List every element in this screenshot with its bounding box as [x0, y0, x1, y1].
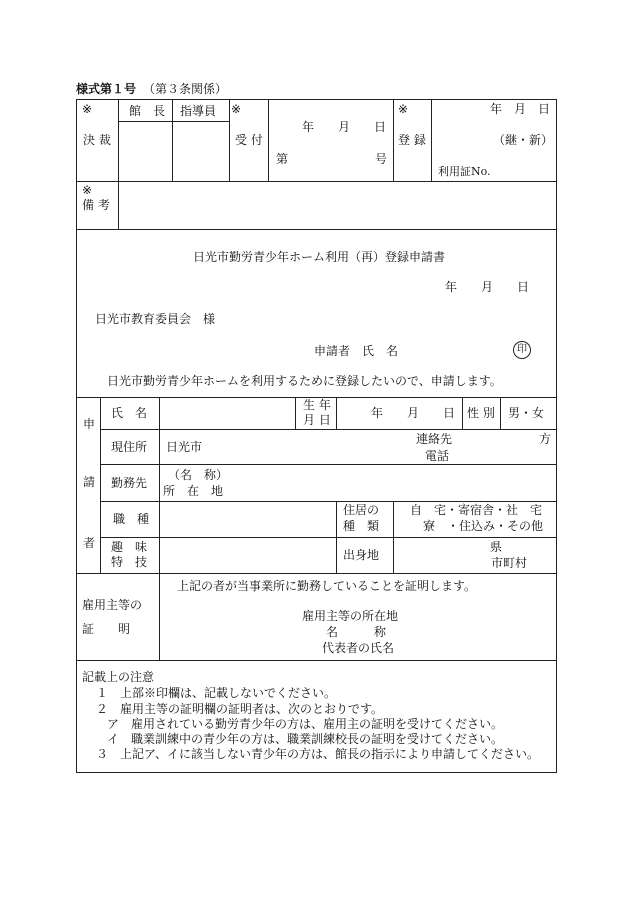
contact-label: 連絡先 — [416, 432, 453, 446]
employer-representative: 代表者の氏名 — [322, 641, 395, 655]
origin-label: 出身地 — [343, 548, 380, 562]
employer-location: 雇用主等の所在地 — [302, 609, 399, 623]
biko-label: 備 考 — [82, 198, 110, 212]
note-item: ２ 雇用主等の証明欄の証明者は、次のとおりです。 — [96, 702, 384, 716]
residence-label-line1: 住居の — [343, 503, 380, 517]
applicant-side-label-2: 請 — [83, 475, 96, 489]
gender-value: 男・女 — [508, 406, 545, 420]
note-item: ア 雇用されている勤労青少年の方は、雇用主の証明を受けてください。 — [107, 717, 504, 731]
applicant-name-label: 申請者 氏 名 — [314, 344, 399, 358]
shidoin-label: 指導員 — [180, 104, 217, 118]
application-date: 年 月 日 — [445, 280, 530, 294]
toroku-label: 登 録 — [398, 133, 426, 147]
kome-mark-kessai: ※ — [82, 102, 93, 116]
kessai-label: 決 裁 — [83, 133, 111, 147]
application-statement: 日光市勤労青少年ホームを利用するために登録したいので、申請します。 — [107, 374, 502, 388]
kancho-label: 館 長 — [129, 104, 166, 118]
hobby-label-line1: 趣 味 — [111, 540, 148, 554]
prefecture-suffix: 県 — [490, 540, 503, 554]
applicant-side-label-1: 申 — [83, 417, 96, 431]
riyosho-no-label: 利用証No. — [438, 165, 491, 178]
name-label: 氏 名 — [111, 406, 148, 420]
application-title: 日光市勤労青少年ホーム利用（再）登録申請書 — [193, 250, 446, 264]
go-label: 号 — [375, 152, 388, 166]
gender-label: 性 別 — [467, 406, 495, 420]
applicant-side-label-3: 者 — [83, 536, 96, 550]
kome-mark-uketsuke: ※ — [231, 102, 242, 116]
kome-mark-toroku: ※ — [398, 102, 409, 116]
municipality-suffix: 市町村 — [491, 556, 528, 570]
dai-label: 第 — [276, 152, 289, 166]
birth-label-line2: 月 日 — [303, 413, 331, 427]
workplace-address-label: 所 在 地 — [163, 484, 224, 498]
birth-date: 年 月 日 — [371, 406, 456, 420]
employer-label-line1: 雇用主等の — [82, 598, 143, 612]
employer-label-line2: 証 明 — [82, 622, 131, 636]
employer-statement: 上記の者が当事業所に勤務していることを証明します。 — [177, 579, 477, 593]
residence-label-line2: 種 類 — [343, 519, 380, 533]
address-label: 現住所 — [111, 440, 148, 454]
seal-mark: 印 — [513, 341, 531, 359]
addressee: 日光市教育委員会 様 — [95, 312, 216, 326]
workplace-label: 勤務先 — [111, 476, 148, 490]
kome-mark-biko: ※ — [82, 183, 93, 197]
registration-date: 年 月 日 — [490, 102, 551, 116]
note-item: イ 職業訓練中の青少年の方は、職業訓練校長の証明を受けてください。 — [107, 732, 504, 746]
residence-options-1: 自 宅・寄宿舎・社 宅 — [410, 503, 543, 517]
note-item: １ 上部※印欄は、記載しないでください。 — [96, 686, 337, 700]
employer-name: 名 称 — [326, 625, 387, 639]
note-item: ３ 上記ア、イに該当しない青少年の方は、館長の指示により申請してください。 — [96, 747, 540, 761]
hobby-label-line2: 特 技 — [111, 555, 148, 569]
uketsuke-date: 年 月 日 — [302, 120, 387, 134]
notes-title: 記載上の注意 — [82, 670, 155, 684]
workplace-name-label: （名 称） — [168, 468, 229, 482]
address-value: 日光市 — [166, 440, 203, 454]
contact-kata: 方 — [539, 432, 552, 446]
form-number: 様式第１号 — [76, 82, 137, 96]
form-reference: （第３条関係） — [143, 82, 228, 96]
residence-options-2: 寮 ・住込み・その他 — [423, 519, 544, 533]
phone-label: 電話 — [425, 449, 450, 463]
uketsuke-label: 受 付 — [235, 133, 263, 147]
occupation-label: 職 種 — [113, 512, 150, 526]
birth-label-line1: 生 年 — [303, 398, 331, 412]
keizoku-shin: （継・新） — [493, 133, 554, 147]
